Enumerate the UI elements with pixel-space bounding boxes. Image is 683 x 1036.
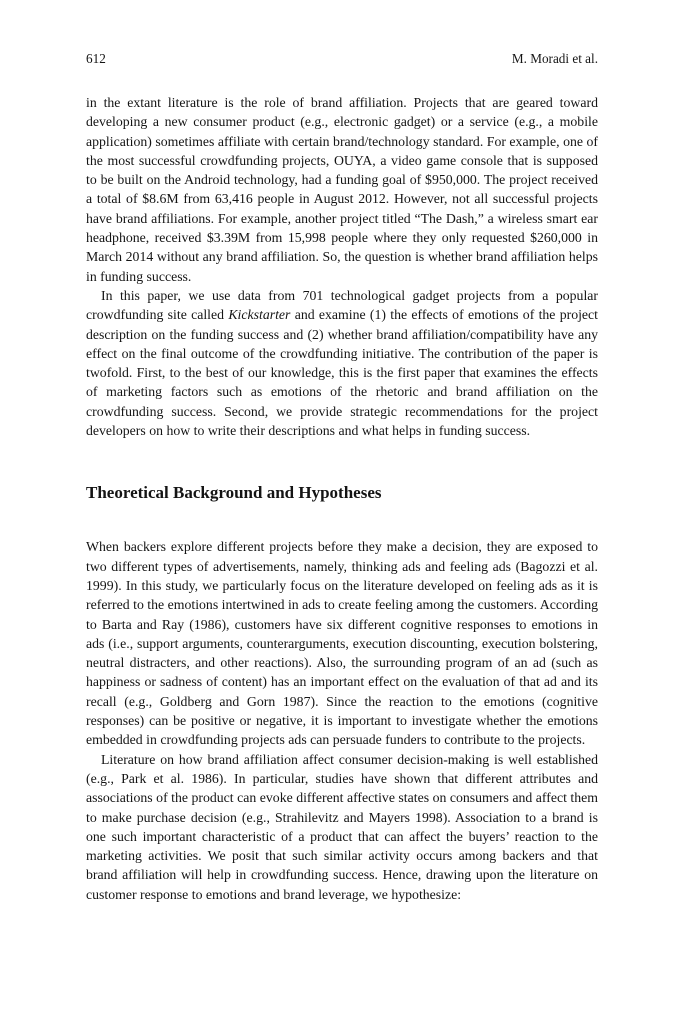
paragraph-text-segment: In this paper, we use data from 701 technological gadget projects from a popular crowdfunding site called — [86, 287, 598, 323]
section-heading-theoretical-background: Theoretical Background and Hypotheses — [86, 483, 382, 503]
paragraph-paper-overview — [86, 286, 598, 440]
paragraph-backers-emotions: When backers explore different projects before they make a decision, they are exposed to two different types of advertisements, namely, thinking ads and feeling ads (Bagozzi et al. 1999). In this study, we particularly focus on the literature developed on feeling ads as it is referred to the emotions intertwined in ads to create feeling among the customers. According to Barta and Ray (1986), customers have six different cognitive responses to emotions in ads (i.e., support arguments, counterarguments, execution discounting, execution bolstering, neutral distracters, and other reactions). Also, the surrounding program of an ad (such as happiness or sadness of content) has an important effect on the evaluation of that ad and its recall (e.g., Goldberg and Gorn 1987). Since the reaction to the emotions (cognitive responses) can be positive or negative, it is important to investigate whether the emotions embedded in crowdfunding projects ads can persuade funders to contribute to the projects. — [86, 539, 598, 748]
page-number: 612 — [86, 51, 106, 66]
paragraph-intro-continuation: in the extant literature is the role of brand affiliation. Projects that are geared toward developing a new consumer product (e.g., electronic gadget) or a service (e.g., a mobile application) sometimes affiliate with certain brand/technology standard. For example, one of the most successful crowdfunding projects, OUYA, a video game console that is supposed to be built on the Android technology, had a funding goal of $950,000. The project received a total of $8.6M from 63,416 people in August 2012. However, not all successful projects have brand affiliations. For example, another project titled “The Dash,” a wireless smart ear headphone, received $3.39M from 15,998 people where they only requested $260,000 in March 2014 without any brand affiliation. So, the question is whether brand affiliation helps in funding success. — [86, 95, 598, 284]
paragraph-brand-affiliation-literature: Literature on how brand affiliation affect consumer decision-making is well established (e.g., Park et al. 1986). In particular, studies have shown that different attributes and associations of the product can evoke different affective states on consumers and affect them to make purchase decision (e.g., Strahilevitz and Mayers 1998). Association to a brand is one such important characteristic of a product that can affect the buyers’ reaction to the marketing activities. We posit that such similar activity occurs among backers and that brand affiliation will help in crowdfunding success. Hence, drawing upon the literature on customer response to emotions and brand leverage, we hypothesize: — [86, 751, 598, 902]
article-body — [86, 93, 598, 904]
kickstarter-italic-term: Kickstarter — [228, 307, 291, 323]
paragraph-text-segment: and examine (1) the effects of emotions of the project description on the funding success and (2) whether brand affiliation/compatibility have any effect on the final outcome of the crowdfunding initiative. The contribution of the paper is twofold. First, to the best of our knowledge, this is the first paper that examines the effects of marketing factors such as emotions of the rhetoric and brand affiliation on the crowdfunding success. Second, we provide strategic recommendations for the project developers on how to write their descriptions and what helps in funding success. — [86, 307, 599, 439]
running-header — [86, 50, 598, 68]
running-head-authors: M. Moradi et al. — [511, 51, 598, 66]
